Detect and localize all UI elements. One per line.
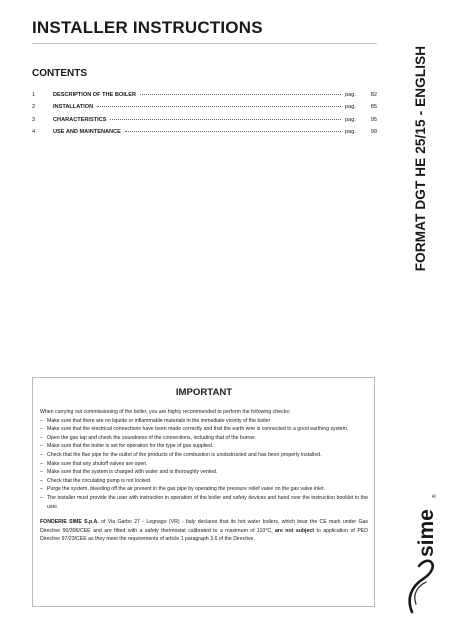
toc-item[interactable] (32, 117, 377, 129)
toc-number: 2 (32, 104, 36, 111)
toc-number: 1 (32, 92, 36, 98)
contents-heading: CONTENTS (32, 68, 87, 79)
side-title (404, 42, 438, 275)
checklist-item: – Make sure that the electrical connections have been made correctly and that the earth wire is connected to a good earthing system. (40, 426, 349, 433)
page-title: INSTALLER INSTRUCTIONS (32, 18, 377, 44)
toc-label: CHARACTERISTICS (53, 116, 107, 123)
toc-pag: pag. (345, 128, 356, 135)
toc-leader (110, 119, 341, 120)
toc-pag: pag. (345, 116, 356, 123)
toc-leader (125, 131, 341, 132)
toc-number: 4 (32, 128, 36, 135)
checklist-item: – Purge the system, bleeding off the air present in the gas pipe by operating the pressure relief valve on the gas valve inlet. (40, 486, 325, 493)
checklist-item: – Check that the circulating pump is not locked. (40, 477, 152, 484)
toc-label: DESCRIPTION OF THE BOILER (53, 92, 136, 98)
important-box (32, 377, 375, 607)
checklist-item: – The installer must provide the user with instruction in operation of the boiler and safety devices and hand over the instruction booklet to the user. (40, 494, 368, 510)
checklist-item: – Make sure that any shutoff valves are open. (40, 460, 148, 467)
sime-logo-swirl-icon (406, 486, 440, 616)
toc-label: INSTALLATION (53, 104, 94, 111)
toc-page: 82 (370, 92, 377, 98)
registered-mark: ® (432, 494, 438, 498)
toc-page: 95 (370, 116, 377, 123)
checklist-item: – Open the gas tap and check the soundness of the connections, including that of the burner. (40, 434, 257, 441)
logo-text: sime (415, 509, 438, 557)
important-title: IMPORTANT (175, 387, 233, 398)
toc-number: 3 (32, 116, 36, 123)
checklist-item: – Make sure that the system is charged with water and is thoroughly vented. (40, 469, 218, 476)
checklist-item: – Check that the flue pipe for the outlet of the products of the combustion is unobstructed and has been properly installed. (40, 451, 322, 458)
sime-logo (406, 486, 440, 616)
toc-item[interactable] (32, 104, 377, 116)
toc-page: 99 (370, 128, 377, 135)
checklist (40, 417, 368, 512)
toc-pag: pag. (345, 92, 356, 98)
toc-page: 85 (370, 104, 377, 111)
declaration-text: FONDERIE SIME S.p.A. of Via Garbo 27 - Legnago (VR) - Italy declares that its hot water boilers, which bear the CE mark under Gas Directive 90/396/CEE and are fitted with a safety thermostat calibrated to a maximum of 110°C, are not subject to application of PED Directive 97/23/CEE as they meet the requirements of article 1 paragraph 3.6 of the Directive. (40, 519, 368, 543)
toc-leader (97, 106, 341, 107)
toc-item[interactable] (32, 92, 377, 104)
toc-leader (140, 94, 341, 95)
checklist-item: – Make sure that there are no liquide or inflammable materials in the immediate vicinity of the boiler (40, 417, 271, 424)
checklist-item: – Make sure that the boiler is set for operation for the type of gas supplied. (40, 443, 214, 450)
toc-item[interactable] (32, 129, 377, 141)
toc-pag: pag. (345, 104, 356, 111)
important-intro: When carrying out commissioning of the boiler, you are highly recommended to perform the following checks: (40, 409, 291, 415)
table-of-contents (32, 92, 377, 141)
company-name: FONDERIE SIME S.p.A. (40, 519, 99, 526)
side-title-text: FORMAT DGT HE 25/15 - ENGLISH (413, 45, 429, 272)
toc-label: USE AND MAINTENANCE (53, 128, 121, 135)
main-content (32, 18, 377, 141)
declaration-emphasis: are not subject (275, 527, 314, 534)
